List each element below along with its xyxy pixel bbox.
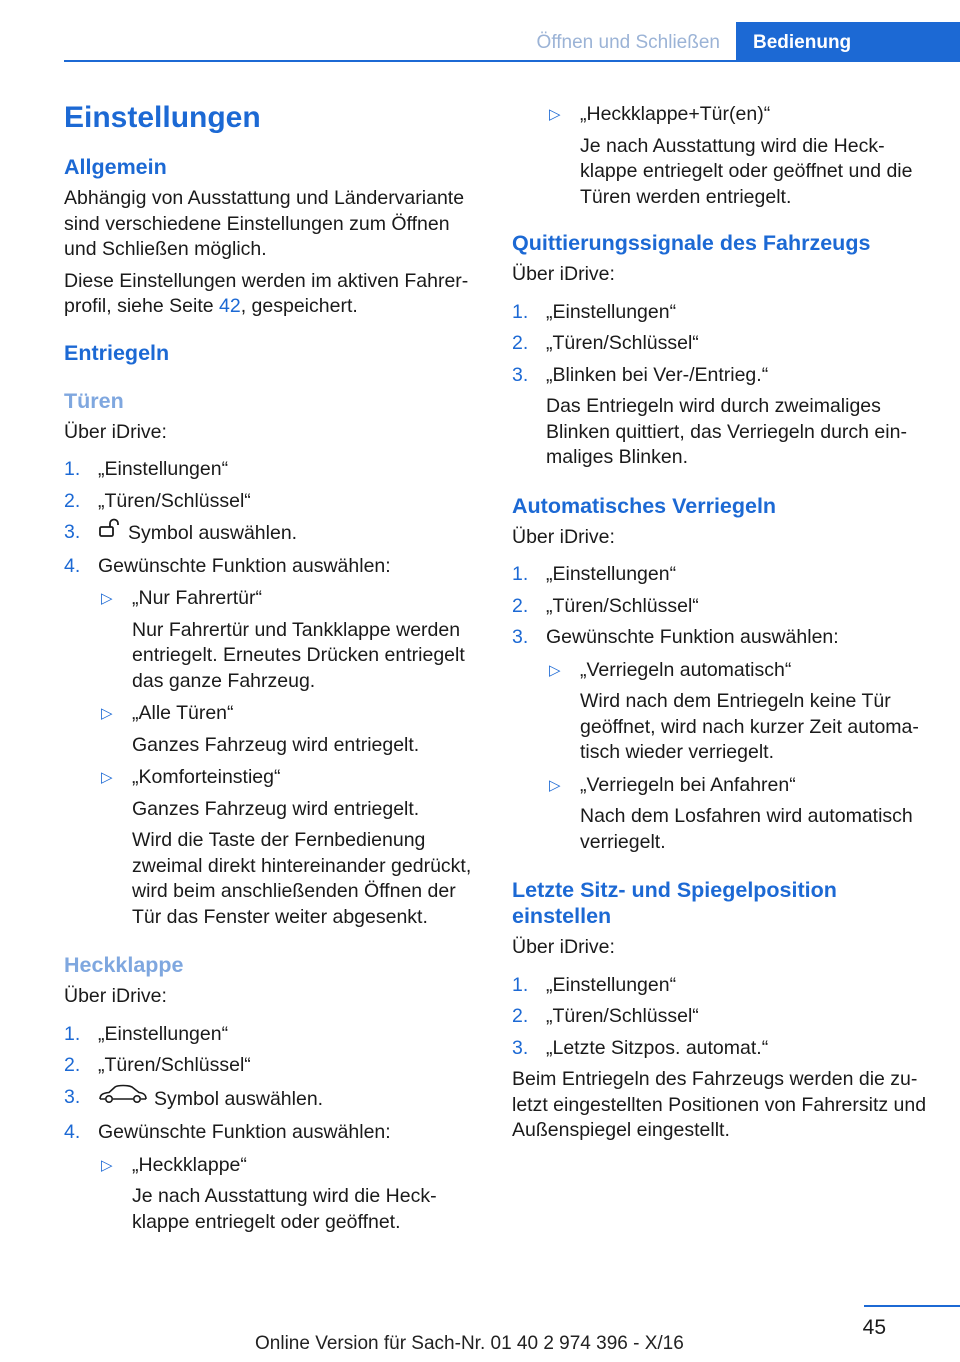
paragraph-allgemein-1: Abhängig von Ausstattung und Ländervariante sind verschiedene Einstellungen zum Öffnen und Schließen möglich.: [64, 187, 465, 260]
step-number: 2.: [64, 1054, 81, 1076]
option-description: Ganzes Fahrzeug wird entriegelt.: [132, 797, 420, 820]
list-item: [64, 520, 480, 548]
step-number: 2.: [512, 332, 529, 354]
intro-text: Über iDrive:: [512, 525, 615, 548]
triangle-bullet-icon: ▷: [101, 590, 113, 607]
list-item: [512, 1004, 932, 1030]
step-text: Gewünschte Funktion auswählen:: [98, 554, 391, 577]
footer-rule: [864, 1305, 960, 1307]
header-rule: [64, 60, 960, 62]
unlock-icon: [98, 518, 122, 546]
options-list: [98, 586, 480, 930]
option-item: [546, 773, 932, 856]
step-number: 2.: [64, 489, 81, 512]
step-text: „Einstellungen“: [546, 300, 677, 323]
step-text: „Einstellungen“: [98, 1022, 229, 1045]
option-item: [98, 765, 480, 930]
list-item: [64, 489, 480, 515]
step-number: 1.: [512, 300, 529, 323]
option-description: Je nach Ausstattung wird die Heckklappe entriegelt oder geöffnet.: [132, 1185, 437, 1233]
list-item: [64, 1120, 480, 1235]
list-item: [512, 1036, 932, 1062]
list-item: [64, 554, 480, 931]
step-text: „Türen/Schlüssel“: [546, 1005, 699, 1027]
option-label: „Heckklappe“: [132, 1153, 247, 1176]
left-column: [64, 100, 480, 1251]
steps-list-tueren: [64, 457, 480, 930]
intro-text: Über iDrive:: [64, 985, 167, 1007]
steps-list-quittierung: [512, 300, 932, 471]
intro-text: Über iDrive:: [512, 263, 615, 285]
step-number: 1.: [64, 1022, 81, 1045]
step-text: Gewünschte Funktion auswählen:: [98, 1121, 391, 1143]
page-title: Einstellungen: [64, 101, 261, 134]
option-item: [98, 701, 480, 758]
step-number: 2.: [512, 1005, 529, 1027]
triangle-bullet-icon: ▷: [101, 769, 113, 786]
option-description: Nach dem Losfahren wird automatisch verriegelt.: [580, 805, 913, 853]
steps-list-letzte: [512, 973, 932, 1062]
triangle-bullet-icon: ▷: [549, 661, 561, 679]
option-description: Wird nach dem Entriegeln keine Tür geöffnet, wird nach kurzer Zeit automatisch wieder verriegelt.: [580, 690, 919, 763]
option-description-extra: Wird die Taste der Fernbedienung zweimal direkt hintereinander gedrückt, wird beim anschließenden Öffnen der Tür das Fenster weiter abgesenkt.: [132, 829, 472, 928]
step-text: „Türen/Schlüssel“: [546, 332, 699, 354]
step-text: „Einstellungen“: [546, 563, 677, 585]
list-item: [512, 363, 932, 471]
list-item: [64, 1022, 480, 1048]
header-section-title: Öffnen und Schließen: [536, 32, 720, 53]
triangle-bullet-icon: ▷: [549, 776, 561, 794]
heading-automatisches-verriegeln: Automatisches Verriegeln: [512, 493, 777, 518]
step-text: „Blinken bei Ver-/Entrieg.“: [546, 363, 769, 386]
list-item: [512, 300, 932, 326]
step-text: „Türen/Schlüssel“: [98, 489, 251, 512]
step-text: „Türen/Schlüssel“: [98, 1054, 251, 1076]
option-description: Je nach Ausstattung wird die Heckklappe entriegelt oder geöffnet und die Türen werden entriegelt.: [580, 134, 913, 208]
heading-allgemein: Allgemein: [64, 155, 167, 179]
option-item: [546, 658, 932, 766]
heading-entriegeln: Entriegeln: [64, 340, 170, 365]
intro-text: Über iDrive:: [512, 936, 615, 958]
steps-list-auto: [512, 562, 932, 855]
step-text: Symbol auswählen.: [128, 521, 298, 544]
step-number: 3.: [512, 626, 529, 648]
step-number: 3.: [64, 1085, 81, 1108]
step-text: Symbol auswählen.: [154, 1087, 324, 1110]
step-text: „Einstellungen“: [546, 973, 677, 996]
heading-heckklappe: Heckklappe: [64, 953, 184, 977]
step-number: 1.: [512, 563, 529, 585]
page-number: 45: [862, 1316, 886, 1339]
option-item: [98, 1153, 480, 1236]
list-item: [512, 973, 932, 999]
triangle-bullet-icon: ▷: [549, 106, 561, 123]
step-text: „Türen/Schlüssel“: [546, 594, 699, 617]
heading-tueren: Türen: [64, 388, 124, 413]
option-item: [546, 102, 932, 210]
right-column: [512, 102, 932, 1144]
step-number: 1.: [64, 458, 81, 480]
options-list: [546, 658, 932, 856]
list-item: [512, 331, 932, 357]
intro-text: Über iDrive:: [64, 420, 167, 443]
option-label: „Alle Türen“: [132, 702, 234, 724]
triangle-bullet-icon: ▷: [101, 705, 113, 722]
paragraph-text: , gespeichert.: [240, 295, 358, 317]
paragraph-allgemein-2: [64, 269, 480, 320]
heading-letzte-sitzposition: Letzte Sitz- und Spiegelposition einstellen: [512, 878, 837, 928]
list-item: [64, 1085, 480, 1115]
step-number: 4.: [64, 1121, 81, 1143]
paragraph-letzte-outro: Beim Entriegeln des Fahrzeugs werden die zuletzt eingestellten Positionen von Fahrersitz und Außenspiegel eingestellt.: [512, 1068, 927, 1141]
steps-list-heckklappe: [64, 1022, 480, 1236]
step-number: 3.: [512, 363, 529, 386]
list-item: [64, 457, 480, 483]
step-description: Das Entriegeln wird durch zweimaliges Blinken quittiert, das Verriegeln durch einmaliges Blinken.: [546, 395, 907, 468]
car-tailgate-icon: [98, 1083, 148, 1113]
option-label: „Verriegeln bei Anfahren“: [580, 773, 796, 796]
list-item: [512, 594, 932, 620]
option-label: „Komforteinstieg“: [132, 766, 281, 788]
options-list: [98, 1153, 480, 1236]
paragraph-text: Diese Einstellungen werden im aktiven Fahrerprofil, siehe Seite: [64, 269, 469, 317]
option-label: „Heckklappe+Tür(en)“: [580, 103, 771, 125]
option-label: „Nur Fahrertür“: [132, 587, 263, 609]
options-list-continued: [546, 102, 932, 210]
step-number: 3.: [512, 1036, 529, 1059]
heading-quittierung: Quittierungssignale des Fahrzeugs: [512, 231, 871, 255]
list-item: [512, 625, 932, 855]
page-header: [0, 0, 960, 62]
list-item: [512, 562, 932, 588]
option-label: „Verriegeln automatisch“: [580, 658, 792, 681]
header-chapter-tab: Bedienung: [736, 22, 960, 62]
option-description: Nur Fahrertür und Tankklappe werden entriegelt. Erneutes Drücken entriegelt das ganze Fahrzeug.: [132, 618, 465, 692]
list-item: [64, 1053, 480, 1079]
option-description: Ganzes Fahrzeug wird entriegelt.: [132, 733, 420, 756]
step-number: 4.: [64, 554, 81, 577]
step-number: 3.: [64, 521, 81, 543]
step-text: „Letzte Sitzpos. automat.“: [546, 1036, 769, 1059]
option-item: [98, 586, 480, 694]
step-text: „Einstellungen“: [98, 458, 229, 480]
step-number: 2.: [512, 594, 529, 617]
footer-version-text: Online Version für Sach-Nr. 01 40 2 974 396 - X/16: [255, 1333, 684, 1354]
page-reference-link[interactable]: 42: [219, 295, 241, 317]
triangle-bullet-icon: ▷: [101, 1156, 113, 1174]
step-text: Gewünschte Funktion auswählen:: [546, 626, 839, 648]
step-number: 1.: [512, 973, 529, 996]
